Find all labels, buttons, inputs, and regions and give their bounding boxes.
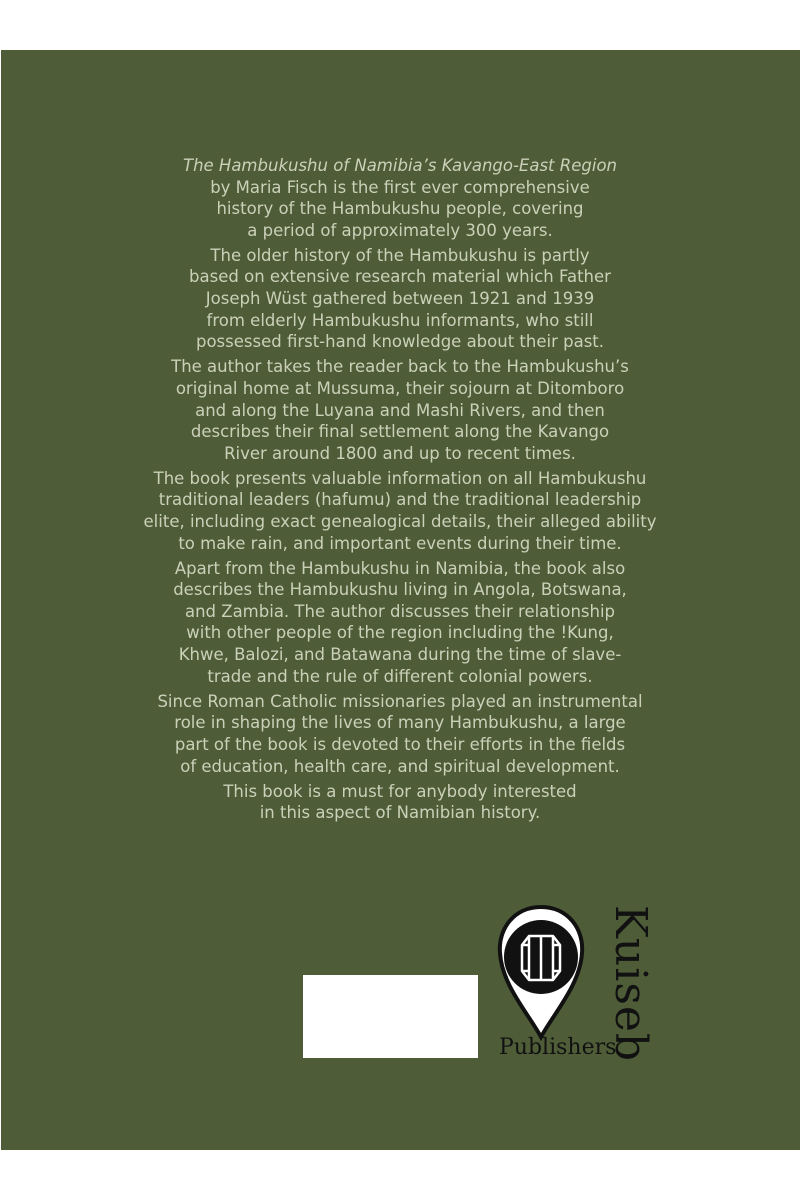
blurb-paragraph-5 <box>0 558 800 688</box>
blurb-paragraph-7 <box>0 781 800 824</box>
blurb-paragraph-4 <box>0 468 800 554</box>
blurb-line: The older history of the Hambukushu is partly <box>210 245 590 265</box>
blurb-line: role in shaping the lives of many Hambukushu, a large <box>174 713 626 733</box>
blurb-line: Khwe, Balozi, and Batawana during the time of slave- <box>178 645 622 665</box>
blurb-line: by Maria Fisch is the first ever comprehensive <box>210 177 590 197</box>
cover-blurb <box>0 155 800 827</box>
blurb-line: of education, health care, and spiritual development. <box>180 756 620 776</box>
blurb-paragraph-6 <box>0 691 800 777</box>
publisher-name: Kuiseb <box>605 905 656 1063</box>
publishers-label: Publishers <box>499 1035 617 1060</box>
blurb-line: This book is a must for anybody interested <box>223 781 577 801</box>
blurb-line: and Zambia. The author discusses their relationship <box>184 601 616 621</box>
blurb-line: Apart from the Hambukushu in Namibia, the book also <box>174 558 626 578</box>
book-title: The Hambukushu of Namibia’s Kavango-East Region <box>182 156 617 175</box>
blurb-line: based on extensive research material which Father <box>189 267 611 287</box>
blurb-line: and along the Luyana and Mashi Rivers, and then <box>195 400 605 420</box>
blurb-line: from elderly Hambukushu informants, who still <box>206 310 594 330</box>
blurb-line: history of the Hambukushu people, covering <box>216 199 584 219</box>
blurb-paragraph-2 <box>0 245 800 353</box>
blurb-line: elite, including exact genealogical details, their alleged ability <box>143 512 657 531</box>
blurb-line: describes their final settlement along the Kavango <box>190 422 610 442</box>
blurb-line: The book presents valuable information on all Hambukushu <box>153 468 647 488</box>
blurb-paragraph-1 <box>0 155 800 241</box>
blurb-line: original home at Mussuma, their sojourn at Ditomboro <box>175 378 625 398</box>
blurb-line: to make rain, and important events during their time. <box>178 533 622 553</box>
blurb-line: The author takes the reader back to the Hambukushu’s <box>171 357 629 377</box>
barcode-area <box>303 975 478 1058</box>
publisher-name-vertical <box>605 905 655 1065</box>
blurb-line: traditional leaders (hafumu) and the traditional leadership <box>158 490 642 510</box>
blurb-line: describes the Hambukushu living in Angola, Botswana, <box>173 580 627 600</box>
blurb-line: a period of approximately 300 years. <box>247 220 553 240</box>
blurb-line: in this aspect of Namibian history. <box>259 803 541 823</box>
blurb-line: part of the book is devoted to their efforts in the fields <box>174 734 626 754</box>
blurb-line: Since Roman Catholic missionaries played an instrumental <box>157 691 643 711</box>
blurb-line: Joseph Wüst gathered between 1921 and 1939 <box>205 289 595 309</box>
blurb-line: trade and the rule of different colonial powers. <box>207 666 593 686</box>
blurb-line: River around 1800 and up to recent times. <box>224 443 576 463</box>
blurb-paragraph-3 <box>0 356 800 464</box>
blurb-line: possessed first-hand knowledge about their past. <box>195 332 605 352</box>
blurb-line: with other people of the region including the !Kung, <box>186 623 614 643</box>
